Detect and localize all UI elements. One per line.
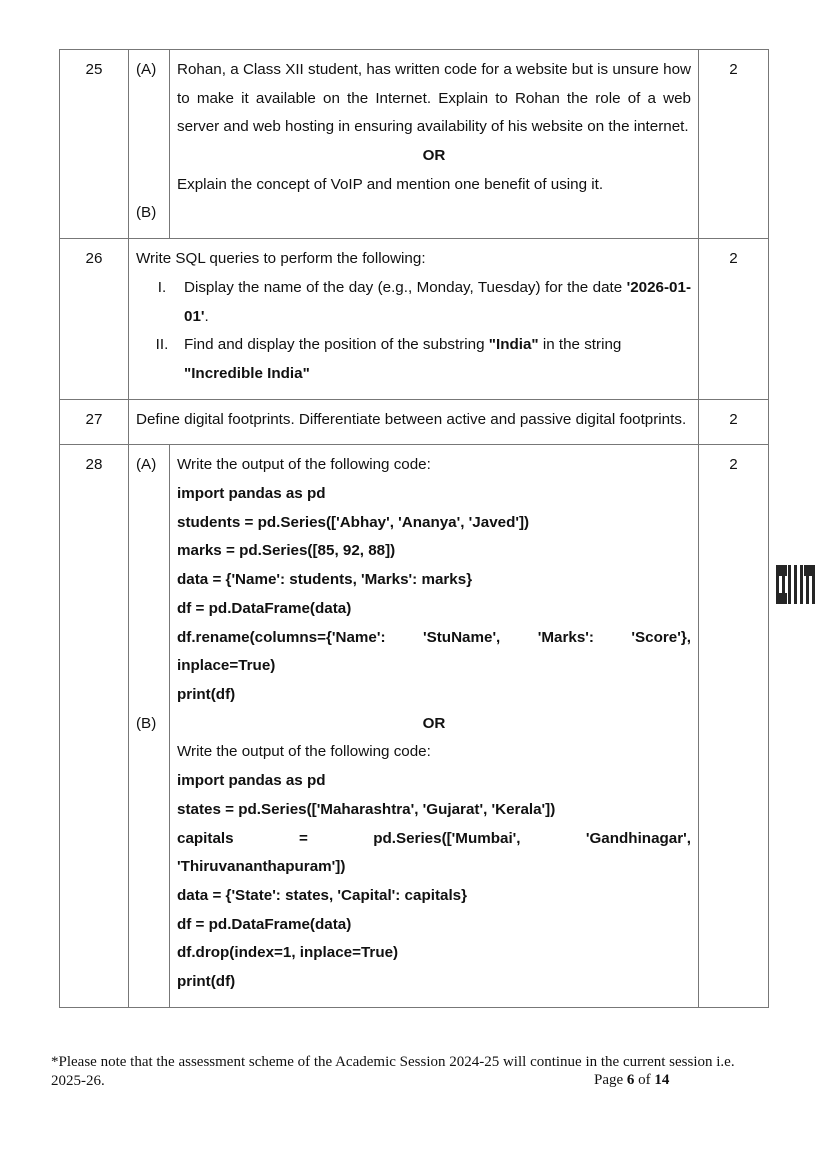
question-number: 28 — [60, 445, 129, 1007]
code-block-b — [177, 767, 691, 997]
footer-note: *Please note that the assessment scheme of the Academic Session 2024-25 will continue in the current session i.e. 2025-26. — [51, 1054, 735, 1089]
list-marker: II. — [155, 336, 169, 354]
code-line: marks = pd.Series([85, 92, 88]) — [177, 542, 396, 560]
question-row-27 — [60, 399, 769, 445]
question-text-b: Explain the concept of VoIP and mention one benefit of using it. — [177, 175, 604, 193]
question-number: 25 — [60, 50, 129, 239]
question-row-25 — [60, 50, 769, 239]
code-line: students = pd.Series(['Abhay', 'Ananya', 'Javed']) — [177, 513, 530, 531]
item-text-mid: in the string — [538, 336, 622, 354]
list-marker: I. — [157, 278, 167, 296]
question-intro-b: Write the output of the following code: — [177, 743, 431, 761]
page-current: 6 — [626, 1072, 635, 1088]
list-item — [136, 331, 691, 388]
item-text-end: . — [204, 307, 209, 325]
question-intro-a: Write the output of the following code: — [177, 456, 431, 474]
code-line: df = pd.DataFrame(data) — [177, 915, 352, 933]
question-table — [59, 49, 769, 1008]
question-marks: 2 — [699, 50, 769, 239]
part-label-a: (A) — [136, 61, 157, 78]
or-separator: OR — [422, 147, 446, 165]
code-line: capitals = pd.Series(['Mumbai', 'Gandhinagar', — [177, 829, 691, 847]
code-line: print(df) — [177, 973, 236, 991]
code-line: df.drop(index=1, inplace=True) — [177, 944, 399, 962]
question-marks: 2 — [699, 399, 769, 445]
code-line: data = {'State': states, 'Capital': capitals} — [177, 886, 468, 904]
code-line: print(df) — [177, 686, 236, 703]
item-substring: "India" — [488, 336, 539, 354]
qr-code — [776, 565, 815, 604]
item-text: Display the name of the day (e.g., Monday, Tuesday) for the date — [184, 278, 627, 296]
page-prefix: Page — [594, 1072, 627, 1088]
question-number: 26 — [60, 239, 129, 400]
code-line: import pandas as pd — [177, 772, 326, 790]
code-line: 'Thiruvananthapuram']) — [177, 858, 346, 876]
part-label-b: (B) — [136, 204, 157, 222]
page-of: of — [634, 1072, 655, 1088]
question-content — [170, 445, 699, 1007]
code-line: import pandas as pd — [177, 485, 326, 503]
question-marks: 2 — [699, 445, 769, 1007]
question-text: Define digital footprints. Differentiate between active and passive digital footprints. — [136, 410, 687, 428]
question-content — [170, 50, 699, 239]
question-number: 27 — [60, 399, 129, 445]
question-content — [129, 239, 699, 400]
question-row-26 — [60, 239, 769, 400]
question-marks: 2 — [699, 239, 769, 400]
question-text-a: Rohan, a Class XII student, has written code for a website but is unsure how to make it available on the Internet. Explain to Rohan the role of a web server and web hosting in ensuring availability of his website on the internet. — [177, 61, 691, 136]
code-line: df = pd.DataFrame(data) — [177, 599, 352, 617]
code-line: data = {'Name': students, 'Marks': marks} — [177, 571, 473, 589]
list-item — [136, 274, 691, 331]
part-label-b: (B) — [136, 714, 157, 732]
or-separator: OR — [422, 714, 446, 732]
question-intro: Write SQL queries to perform the following: — [136, 250, 426, 268]
code-line: states = pd.Series(['Maharashtra', 'Gujarat', 'Kerala']) — [177, 800, 556, 818]
part-label-a: (A) — [136, 456, 157, 474]
item-string: "Incredible India" — [184, 364, 310, 382]
page-total: 14 — [654, 1072, 670, 1088]
item-text: Find and display the position of the substring — [184, 336, 489, 354]
question-content — [129, 399, 699, 445]
code-line: df.rename(columns={'Name': 'StuName', 'Marks': 'Score'}, — [177, 628, 691, 646]
code-block-a — [177, 480, 691, 710]
question-row-28 — [60, 445, 769, 1007]
item-date: '2026-01-01' — [184, 278, 691, 325]
code-line: inplace=True) — [177, 657, 276, 675]
page-number — [594, 1072, 669, 1089]
